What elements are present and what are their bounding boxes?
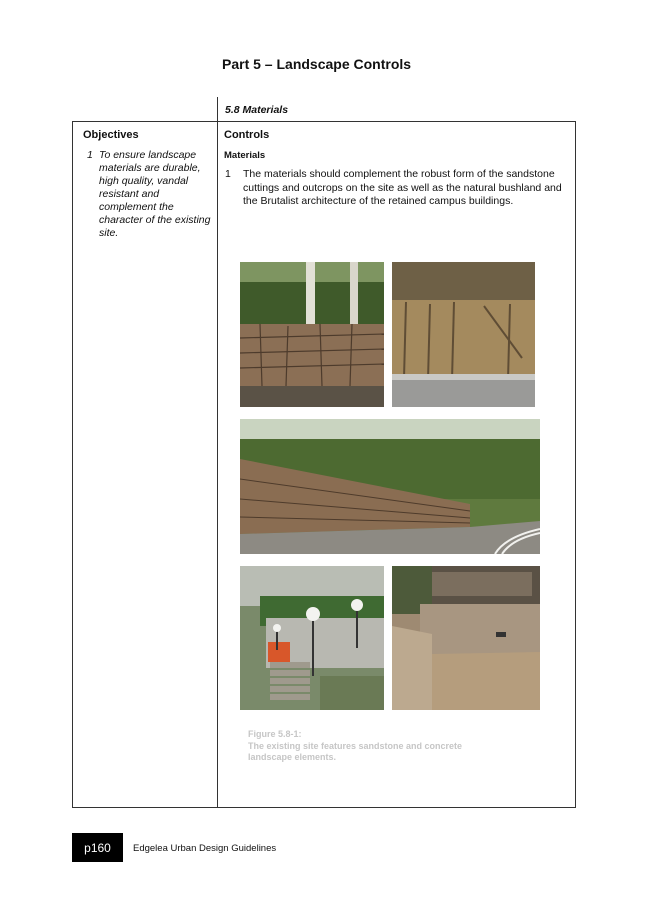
column-divider <box>217 121 218 808</box>
controls-heading: Controls <box>224 129 270 141</box>
figure-caption: The existing site features sandstone and concrete landscape elements. <box>248 741 463 762</box>
header-divider <box>217 97 218 121</box>
page-title: Part 5 – Landscape Controls <box>222 56 412 72</box>
objectives-heading: Objectives <box>83 129 139 141</box>
control-text: The materials should complement the robust form of the sandstone cuttings and outcrops on the site as well as the natural bushland and the Brutalist architecture of the retained campus buildings. <box>243 168 562 207</box>
control-number: 1 <box>225 168 231 180</box>
section-title: 5.8 Materials <box>225 104 289 116</box>
photo-sandstone-wall <box>240 262 384 407</box>
page-number-badge: p160 <box>72 833 123 862</box>
objective-text: To ensure landscape materials are durable, high quality, vandal resistant and complement the character of the existing site. <box>99 149 211 239</box>
photo-sandstone-cutting <box>392 262 535 407</box>
figure-label: Figure 5.8-1: <box>248 729 302 739</box>
footer-document-title: Edgelea Urban Design Guidelines <box>133 843 277 854</box>
photo-concrete-stairs <box>240 566 384 710</box>
photo-retaining-wall <box>240 419 540 554</box>
materials-subheading: Materials <box>224 150 266 161</box>
objective-number: 1 <box>87 149 93 161</box>
photo-concrete-ramp <box>392 566 540 710</box>
